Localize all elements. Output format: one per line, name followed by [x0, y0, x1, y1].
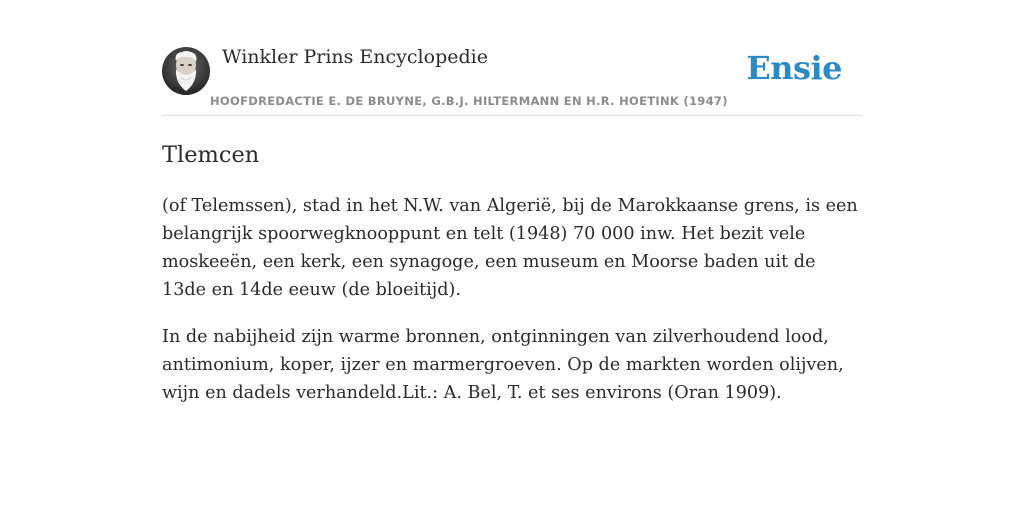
article: [162, 140, 862, 426]
article-paragraph: (of Telemssen), stad in het N.W. van Algerië, bij de Marokkaanse grens, is een belangrijk spoorwegknooppunt en telt (1948) 70 000 inw. Het bezit vele moskeeën, een kerk, een synagoge, een museum en Moorse baden uit de 13de en 14de eeuw (de bloeitijd).: [162, 196, 858, 300]
source-title-link[interactable]: Winkler Prins Encyclopedie: [222, 46, 488, 68]
article-body: [162, 192, 862, 407]
editors-credit: HOOFDREDACTIE E. DE BRUYNE, G.B.J. HILTERMANN EN H.R. HOETINK (1947): [210, 94, 728, 108]
article-title: Tlemcen: [162, 142, 260, 168]
ensie-logo-link[interactable]: Ensie: [746, 49, 842, 87]
source-avatar-icon[interactable]: [162, 47, 210, 95]
source-header: [162, 40, 862, 116]
article-paragraph: In de nabijheid zijn warme bronnen, ontginningen van zilverhoudend lood, antimonium, koper, ijzer en marmergroeven. Op de markten worden olijven, wijn en dadels verhandeld.Lit.: A. Bel, T. et ses environs (Oran 1909).: [162, 327, 844, 403]
bearded-man-portrait-icon: [162, 47, 210, 95]
